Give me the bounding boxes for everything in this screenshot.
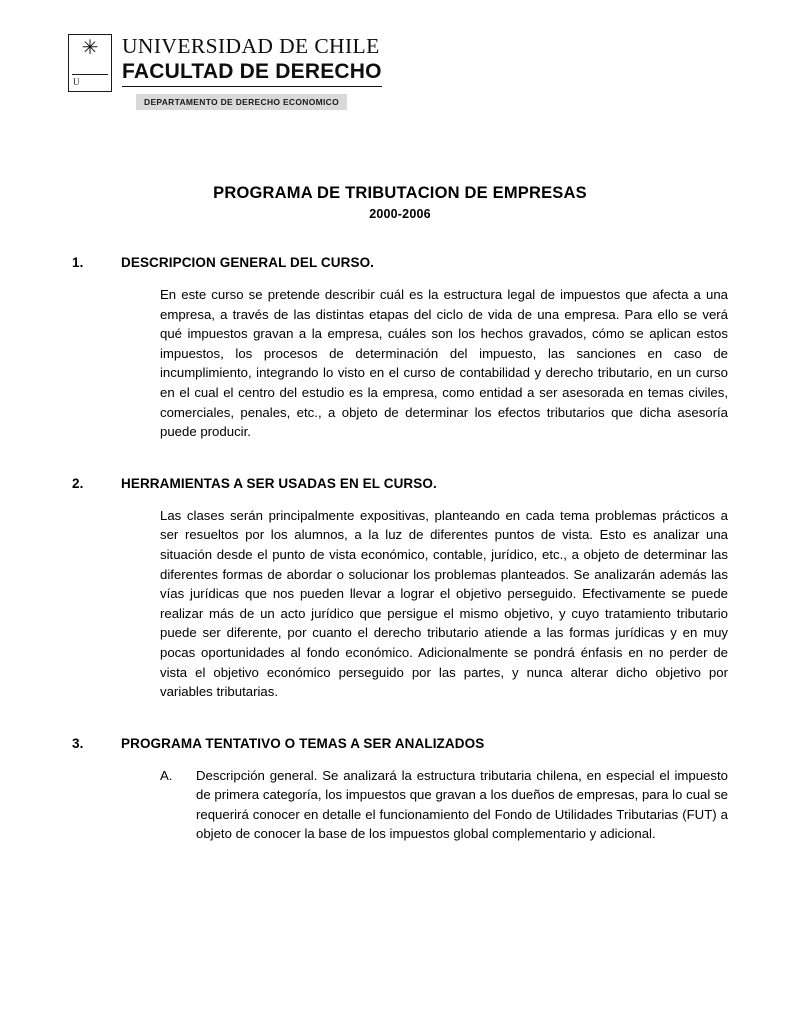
section-3-item-a-letter: A. [160,767,173,783]
section-1-heading [72,255,728,270]
university-name: UNIVERSIDAD DE CHILE [122,34,380,58]
page-title: PROGRAMA DE TRIBUTACION DE EMPRESAS [213,184,587,202]
section-3 [72,736,728,844]
crest-star-icon: ✳ [81,37,99,59]
crest-divider [72,74,108,75]
crest-monogram: U [73,77,81,87]
section-3-number: 3. [72,735,84,751]
department-name: DEPARTAMENTO DE DERECHO ECONOMICO [136,94,347,110]
section-2-paragraph: Las clases serán principalmente expositivas, planteando en cada tema problemas prácticos a ser resueltos por los alumnos, a la luz de diferentes puntos de vista. Esto es analizar una situación desde el punto de vista económico, contable, jurídico, etc., a objeto de determinar las diferentes formas de abordar o solucionar los problemas planteados. Se analizarán además las vías jurídicas que nos pueden llevar a lograr el objetivo perseguido. Efectivamente se puede realizar más de un acto jurídico que persigue el mismo objetivo, y cuyo tratamiento tributario puede ser diferente, por cuanto el derecho tributario atiende a las formas jurídicas y en muy pocas oportunidades al fondo económico. Adicionalmente se pondrá énfasis en no perder de vista el objetivo económico perseguido por las partes, y nunca alterar dicho objetivo por variables tributarias. [160,507,728,700]
section-1-number: 1. [72,255,84,270]
page-subtitle: 2000-2006 [369,207,431,221]
section-2-title: HERRAMIENTAS A SER USADAS EN EL CURSO. [121,475,437,491]
section-2-number: 2. [72,475,84,491]
list-item [160,766,728,844]
letterhead [68,34,728,110]
section-3-item-a-text: Descripción general. Se analizará la estructura tributaria chilena, en especial el impuesto de primera categoría, los impuestos que gravan a los dueños de empresas, para lo cual se requerirá conocer en detalle el funcionamiento del Fondo de Utilidades Tributarias (FUT) a objeto de conocer la base de los impuestos global complementario y adicional. [196,767,728,842]
section-2-heading [72,476,728,491]
section-3-heading [72,736,728,751]
section-1-paragraph: En este curso se pretende describir cuál es la estructura legal de impuestos que afecta a una empresa, a través de las distintas etapas del ciclo de vida de una empresa. Para ello se verá qué impuestos gravan a la empresa, cuáles son los hechos gravados, cómo se aplican estos impuestos, los procesos de determinación del impuesto, las sanciones en caso de incumplimiento, integrando lo visto en el curso de contabilidad y derecho tributario, en un curso en el cual el centro del estudio es la empresa, como entidad a ser asesorada en temas civiles, comerciales, penales, etc., a objeto de determinar los efectos tributarios que dicha asesoría puede producir. [160,287,728,440]
section-1-title: DESCRIPCION GENERAL DEL CURSO. [121,255,375,270]
section-2 [72,476,728,702]
university-crest-icon [68,34,112,92]
letterhead-titles [122,34,382,110]
department-bar-wrapper [136,90,382,110]
section-1 [72,255,728,442]
faculty-name: FACULTAD DE DERECHO [122,59,382,87]
section-3-title: PROGRAMA TENTATIVO O TEMAS A SER ANALIZADOS [121,735,485,751]
